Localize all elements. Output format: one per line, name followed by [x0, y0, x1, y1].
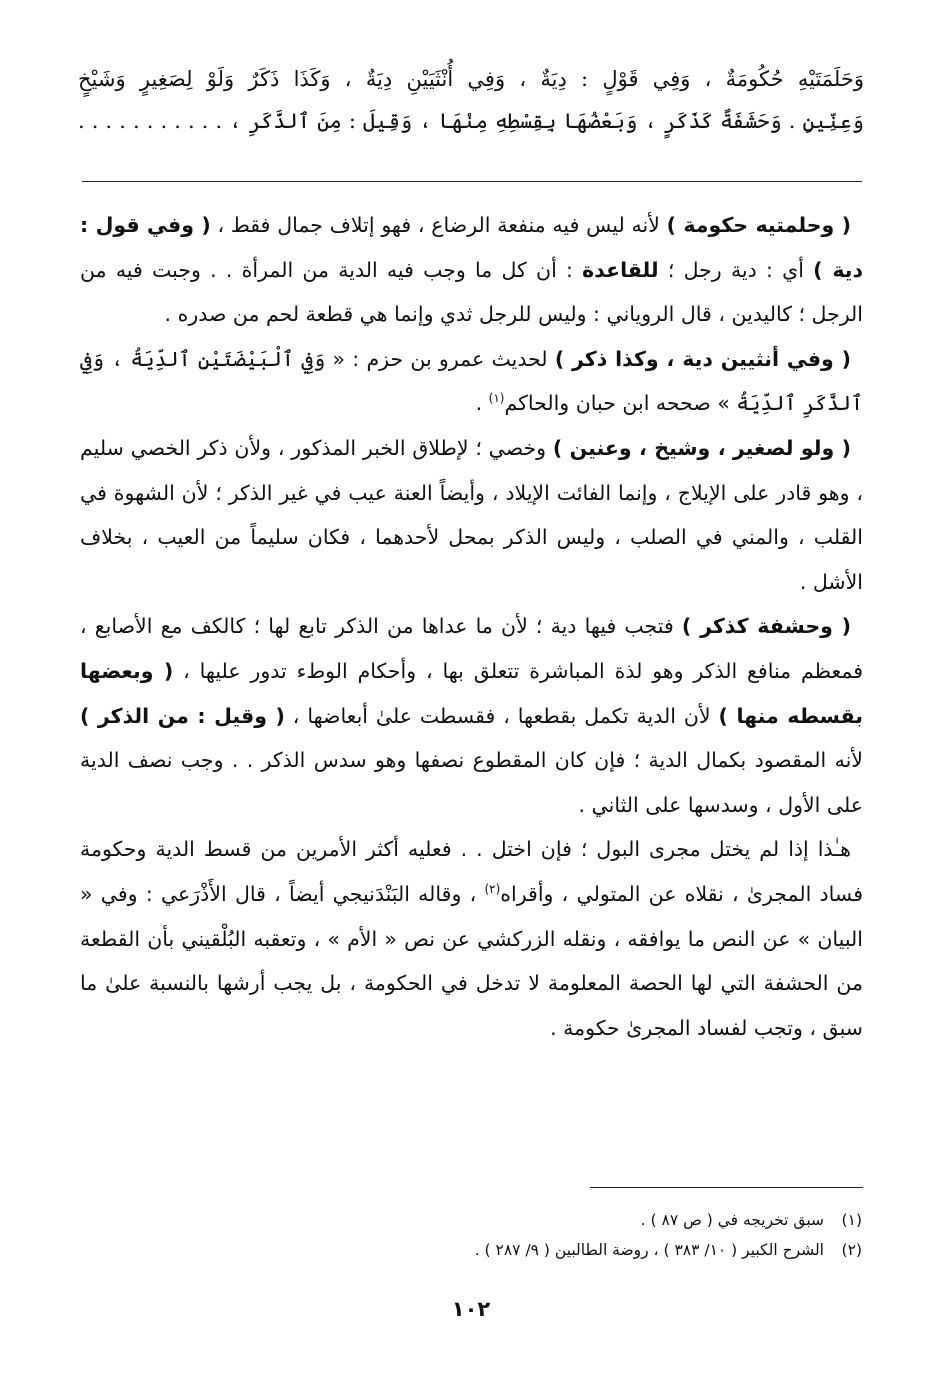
footnote-2 — [300, 1235, 862, 1265]
commentary-block — [80, 203, 863, 1050]
commentary-text: ، وقاله البَنْدَنيجي أيضاً ، قال الأَذْرَعي : وفي « البيان » عن النص ما يوافقه ، ونقله الزركشي عن نص « الأم » ، وتعقبه البُلْقيني بأن القطعة من الحشفة التي لها الحصة المعلومة لا تدخل في الحكومة ، بل يجب أرشها بالنسبة علىٰ ما سبق ، وتجب لفساد المجرىٰ حكومة . — [80, 881, 863, 1040]
commentary-text: » صححه ابن حبان والحاكم — [504, 391, 737, 416]
quoted-matn: ( ولو لصغير ، وشيخ ، وعنين ) — [552, 435, 851, 460]
commentary-paragraph-2 — [80, 337, 863, 426]
commentary-text: وخصي ؛ لإطلاق الخبر المذكور ، ولأن ذكر الخصي سليم ، وهو قادر على الإيلاج ، وإنما الفائت الإيلاد ، وأيضاً العنة عيب في غير الذكر ؛ لأن الشهوة في القلب ، والمني في الصلب ، وليس الذكر بمحل لأحدهما ، فكان سليماً من العيب ، بخلاف الأشل . — [80, 435, 863, 594]
commentary-text: فتجب فيها دية ؛ لأن ما عداها من الذكر تابع لها ؛ كالكف مع الأصابع ، فمعظم منافع الذكر وهو لذة المباشرة تتعلق بها ، وأحكام الوطء تدور عليها ، — [80, 614, 864, 683]
commentary-text: لحديث عمرو بن حزم : « — [325, 346, 555, 371]
commentary-paragraph-5 — [80, 827, 863, 1050]
footnote-text: الشرح الكبير ( ١٠/ ٣٨٣ ) ، روضة الطالبين ( ٩/ ٢٨٧ ) . — [474, 1241, 824, 1259]
commentary-text: هـٰذا إذا لم يختل مجرى البول ؛ فإن اختل . . فعليه أكثر الأمرين من قسط الدية وحكومة فساد المجرىٰ ، نقلاه عن المتولي ، وأقراه — [80, 837, 864, 906]
commentary-text: لأنه المقصود بكمال الدية ؛ فإن كان المقطوع نصفها وهو سدس الذكر . . وجب نصف الدية على الأول ، وسدسها على الثاني . — [80, 748, 863, 817]
matn-block — [78, 58, 864, 142]
commentary-text: لأنه ليس فيه منفعة الرضاع ، فهو إتلاف جمال فقط ، — [210, 213, 667, 237]
footnotes — [300, 1205, 862, 1265]
footnote-1 — [300, 1205, 862, 1235]
quoted-matn: ( وفي أنثيين دية ، وكذا ذكر ) — [554, 346, 852, 371]
footnote-divider — [590, 1187, 863, 1188]
commentary-paragraph-4 — [80, 604, 863, 827]
footnote-ref-1[interactable]: (١) — [488, 391, 505, 406]
commentary-paragraph-3 — [80, 426, 863, 604]
footnote-ref-2[interactable]: (٢) — [484, 882, 501, 897]
footnote-text: سبق تخريجه في ( ص ٨٧ ) . — [640, 1211, 824, 1229]
commentary-text: لأن الدية تكمل بقطعها ، فقسطت علىٰ أبعاضها ، — [284, 703, 719, 728]
footnote-number: (١) — [841, 1211, 862, 1229]
commentary-paragraph-1 — [80, 203, 863, 337]
commentary-text: . — [475, 391, 489, 416]
commentary-text: : أن كل ما وجب فيه الدية من المرأة . . وجبت فيه من الرجل ؛ كاليدين ، قال الروياني : وليس للرجل ثدي وإنما هي قطعة لحم من صدره . — [80, 257, 863, 327]
quoted-matn: ( وبعضها بقسطه منها ) — [80, 658, 863, 728]
page-number: ١٠٢ — [451, 1297, 491, 1321]
matn-text — [78, 58, 864, 142]
hadith-text: وَفِي ٱلْبَيْضَتَيْنِ ٱلدِّيَةُ ، وَفِي ٱلذَّكَرِ ٱلدِّيَةُ — [80, 346, 863, 416]
commentary-text: أي : دية رجل ؛ — [658, 257, 814, 282]
quoted-matn: ( وقيل : من الذكر ) — [80, 703, 285, 728]
matn-divider — [82, 181, 862, 182]
footnote-number: (٢) — [841, 1241, 862, 1259]
matn-line-2: وَعِنِّينٍ . وَحَشَفَةٌ كَذَكَرٍ ، وَبَعْضُهَا بِقِسْطِهِ مِنْهَا ، وَقِيلَ : مِنَ ٱلذَّكَرِ ، . . . . . . . . . . . — [78, 109, 864, 133]
quoted-matn: ( وحشفة كذكر ) — [681, 614, 851, 639]
rule-keyword: للقاعدة — [582, 257, 659, 282]
quoted-matn: ( وفي قول : دية ) — [80, 213, 863, 282]
quoted-matn: ( وحلمتيه حكومة ) — [666, 213, 851, 237]
matn-line-1: وَحَلَمَتَيْهِ حُكُومَةٌ ، وَفِي قَوْلٍ : دِيَةٌ ، وَفِي أُنْثَيَيْنِ دِيَةٌ ، وَكَذَا ذَكَرٌ وَلَوْ لِصَغِيرٍ وَشَيْخٍ — [78, 67, 864, 91]
